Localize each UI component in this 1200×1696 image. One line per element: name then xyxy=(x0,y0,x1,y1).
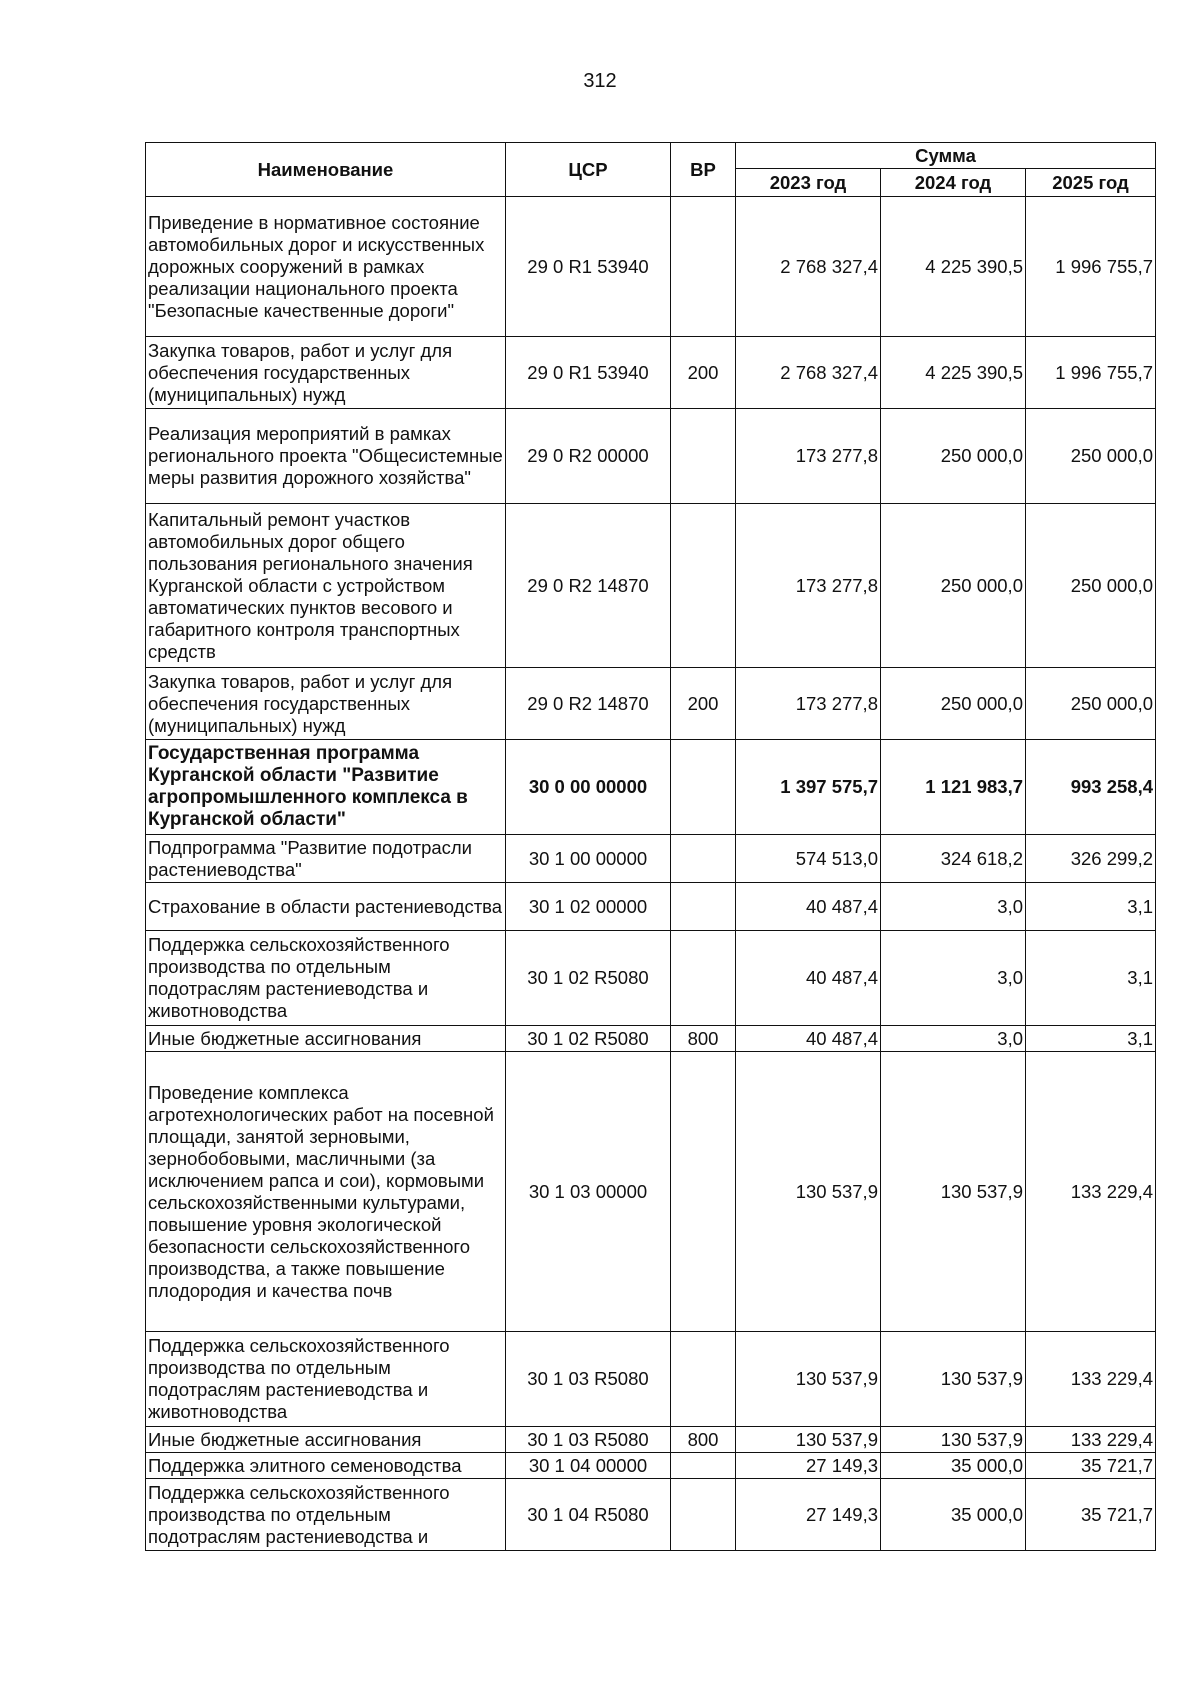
row-value-2024: 130 537,9 xyxy=(881,1427,1026,1453)
table-body xyxy=(146,197,1156,1551)
row-name: Закупка товаров, работ и услуг для обеспечения государственных (муниципальных) нужд xyxy=(146,668,506,740)
table-row xyxy=(146,1427,1156,1453)
row-name: Поддержка элитного семеноводства xyxy=(146,1453,506,1479)
row-name: Реализация мероприятий в рамках регионального проекта "Общесистемные меры развития дорожного хозяйства" xyxy=(146,409,506,504)
row-csr: 29 0 R2 14870 xyxy=(506,668,671,740)
row-value-2024: 4 225 390,5 xyxy=(881,197,1026,337)
row-value-2024: 4 225 390,5 xyxy=(881,337,1026,409)
row-value-2025: 250 000,0 xyxy=(1026,504,1156,668)
table-row xyxy=(146,1026,1156,1052)
row-value-2023: 1 397 575,7 xyxy=(736,740,881,835)
header-year-2024: 2024 год xyxy=(881,169,1026,197)
row-value-2023: 40 487,4 xyxy=(736,1026,881,1052)
row-csr: 30 1 00 00000 xyxy=(506,835,671,883)
row-name: Поддержка сельскохозяйственного производства по отдельным подотраслям растениеводства и животноводства xyxy=(146,1332,506,1427)
table-row xyxy=(146,835,1156,883)
table-row xyxy=(146,1332,1156,1427)
row-value-2024: 35 000,0 xyxy=(881,1453,1026,1479)
row-name: Иные бюджетные ассигнования xyxy=(146,1026,506,1052)
row-value-2025: 133 229,4 xyxy=(1026,1052,1156,1332)
row-value-2023: 2 768 327,4 xyxy=(736,337,881,409)
row-csr: 29 0 R1 53940 xyxy=(506,337,671,409)
row-name: Поддержка сельскохозяйственного производства по отдельным подотраслям растениеводства и xyxy=(146,1479,506,1551)
row-vr xyxy=(671,883,736,931)
page-number: 312 xyxy=(583,70,617,92)
row-vr xyxy=(671,1052,736,1332)
row-vr xyxy=(671,1453,736,1479)
row-csr: 30 1 02 R5080 xyxy=(506,931,671,1026)
row-csr: 30 1 03 R5080 xyxy=(506,1427,671,1453)
row-value-2024: 3,0 xyxy=(881,1026,1026,1052)
row-vr xyxy=(671,931,736,1026)
table-row xyxy=(146,197,1156,337)
row-value-2023: 130 537,9 xyxy=(736,1052,881,1332)
header-vr: ВР xyxy=(671,143,736,197)
row-csr: 29 0 R1 53940 xyxy=(506,197,671,337)
table-row xyxy=(146,409,1156,504)
header-name: Наименование xyxy=(146,143,506,197)
header-year-2023: 2023 год xyxy=(736,169,881,197)
budget-table xyxy=(145,142,1156,1551)
row-csr: 30 1 04 00000 xyxy=(506,1453,671,1479)
row-value-2023: 130 537,9 xyxy=(736,1332,881,1427)
row-name: Проведение комплекса агротехнологических работ на посевной площади, занятой зерновыми, зернобобовыми, масличными (за исключением рапса и сои), кормовыми сельскохозяйственными культурами, повышение уровня экологической безопасности сельскохозяйственного производства, а также повышение плодородия и качества почв xyxy=(146,1052,506,1332)
row-vr xyxy=(671,409,736,504)
row-csr: 29 0 R2 00000 xyxy=(506,409,671,504)
row-name: Государственная программа Курганской области "Развитие агропромышленного комплекса в Курганской области" xyxy=(146,740,506,835)
row-value-2024: 324 618,2 xyxy=(881,835,1026,883)
row-name: Иные бюджетные ассигнования xyxy=(146,1427,506,1453)
row-value-2024: 130 537,9 xyxy=(881,1332,1026,1427)
row-value-2025: 1 996 755,7 xyxy=(1026,337,1156,409)
table-row xyxy=(146,883,1156,931)
row-vr: 800 xyxy=(671,1427,736,1453)
row-csr: 29 0 R2 14870 xyxy=(506,504,671,668)
row-value-2023: 40 487,4 xyxy=(736,883,881,931)
row-value-2024: 1 121 983,7 xyxy=(881,740,1026,835)
row-value-2024: 250 000,0 xyxy=(881,409,1026,504)
row-value-2025: 35 721,7 xyxy=(1026,1479,1156,1551)
row-vr xyxy=(671,197,736,337)
row-value-2025: 3,1 xyxy=(1026,931,1156,1026)
row-value-2023: 173 277,8 xyxy=(736,409,881,504)
row-vr xyxy=(671,1332,736,1427)
header-csr: ЦСР xyxy=(506,143,671,197)
row-name: Поддержка сельскохозяйственного производства по отдельным подотраслям растениеводства и животноводства xyxy=(146,931,506,1026)
row-value-2025: 250 000,0 xyxy=(1026,409,1156,504)
row-value-2025: 133 229,4 xyxy=(1026,1427,1156,1453)
row-value-2025: 35 721,7 xyxy=(1026,1453,1156,1479)
row-name: Страхование в области растениеводства xyxy=(146,883,506,931)
row-name: Подпрограмма "Развитие подотрасли растениеводства" xyxy=(146,835,506,883)
row-csr: 30 1 02 00000 xyxy=(506,883,671,931)
row-vr xyxy=(671,740,736,835)
row-value-2023: 40 487,4 xyxy=(736,931,881,1026)
row-value-2025: 326 299,2 xyxy=(1026,835,1156,883)
row-value-2025: 1 996 755,7 xyxy=(1026,197,1156,337)
row-csr: 30 1 02 R5080 xyxy=(506,1026,671,1052)
row-value-2024: 3,0 xyxy=(881,931,1026,1026)
row-value-2024: 250 000,0 xyxy=(881,504,1026,668)
table-row xyxy=(146,931,1156,1026)
row-vr xyxy=(671,504,736,668)
row-value-2024: 3,0 xyxy=(881,883,1026,931)
row-vr: 800 xyxy=(671,1026,736,1052)
table-row xyxy=(146,337,1156,409)
row-value-2025: 3,1 xyxy=(1026,883,1156,931)
row-vr: 200 xyxy=(671,337,736,409)
table-row xyxy=(146,1453,1156,1479)
row-value-2023: 173 277,8 xyxy=(736,668,881,740)
row-csr: 30 1 03 R5080 xyxy=(506,1332,671,1427)
row-value-2023: 173 277,8 xyxy=(736,504,881,668)
table-row xyxy=(146,1052,1156,1332)
row-value-2023: 2 768 327,4 xyxy=(736,197,881,337)
row-csr: 30 1 04 R5080 xyxy=(506,1479,671,1551)
row-value-2024: 35 000,0 xyxy=(881,1479,1026,1551)
row-value-2025: 993 258,4 xyxy=(1026,740,1156,835)
table-row xyxy=(146,668,1156,740)
row-vr xyxy=(671,1479,736,1551)
table-row xyxy=(146,504,1156,668)
row-value-2023: 27 149,3 xyxy=(736,1479,881,1551)
row-value-2023: 574 513,0 xyxy=(736,835,881,883)
header-sum: Сумма xyxy=(736,143,1156,169)
row-name: Капитальный ремонт участков автомобильных дорог общего пользования регионального значения Курганской области с устройством автоматических пунктов весового и габаритного контроля транспортных средств xyxy=(146,504,506,668)
row-value-2024: 130 537,9 xyxy=(881,1052,1026,1332)
row-value-2023: 27 149,3 xyxy=(736,1453,881,1479)
row-name: Закупка товаров, работ и услуг для обеспечения государственных (муниципальных) нужд xyxy=(146,337,506,409)
row-name: Приведение в нормативное состояние автомобильных дорог и искусственных дорожных сооружений в рамках реализации национального проекта "Безопасные качественные дороги" xyxy=(146,197,506,337)
row-value-2025: 250 000,0 xyxy=(1026,668,1156,740)
row-csr: 30 0 00 00000 xyxy=(506,740,671,835)
row-vr xyxy=(671,835,736,883)
table-row xyxy=(146,1479,1156,1551)
row-vr: 200 xyxy=(671,668,736,740)
row-value-2025: 133 229,4 xyxy=(1026,1332,1156,1427)
header-year-2025: 2025 год xyxy=(1026,169,1156,197)
table-row xyxy=(146,740,1156,835)
row-value-2025: 3,1 xyxy=(1026,1026,1156,1052)
row-csr: 30 1 03 00000 xyxy=(506,1052,671,1332)
row-value-2023: 130 537,9 xyxy=(736,1427,881,1453)
row-value-2024: 250 000,0 xyxy=(881,668,1026,740)
